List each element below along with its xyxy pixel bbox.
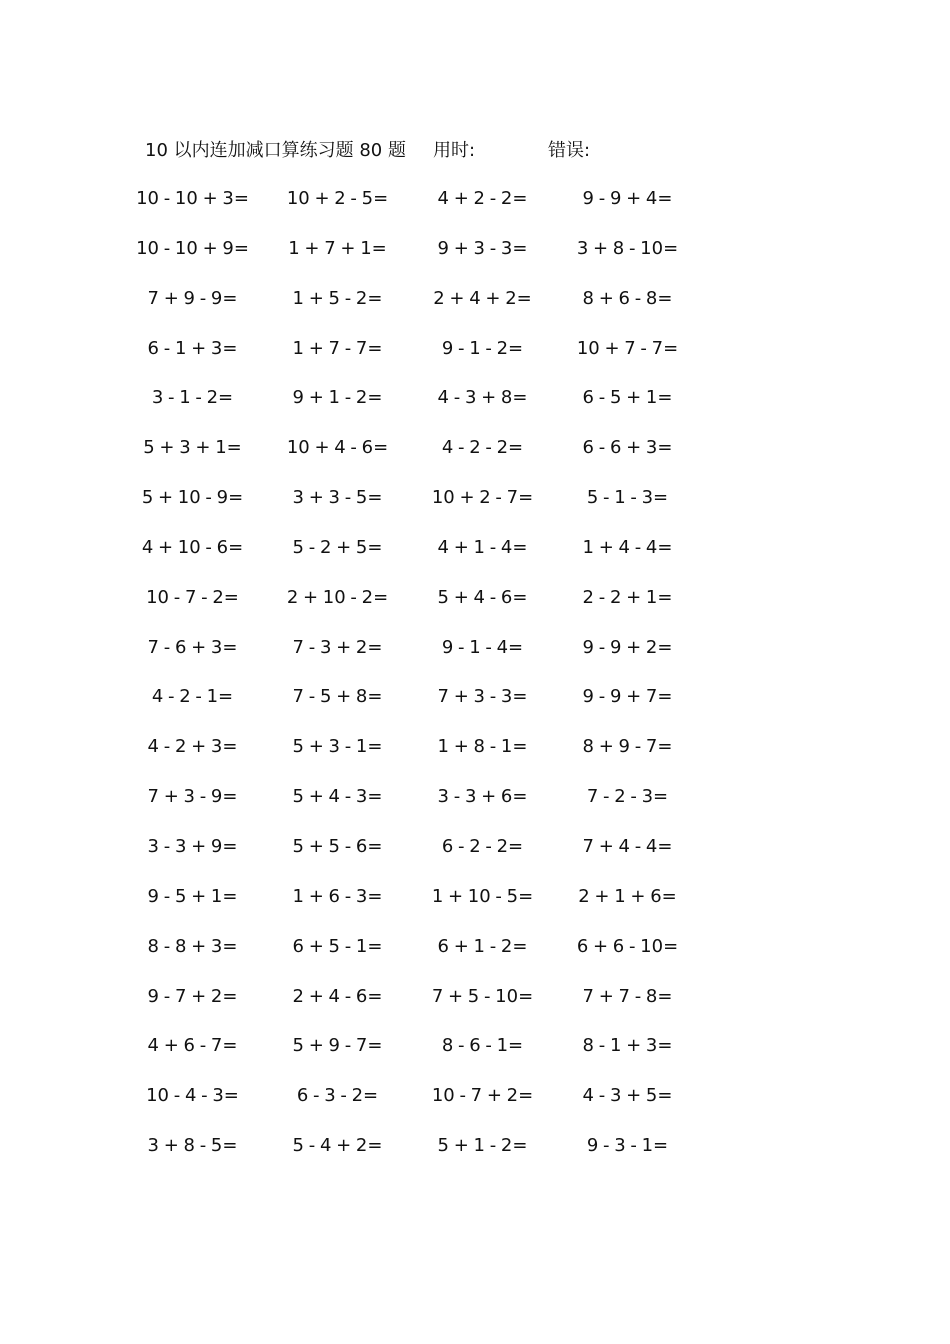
problem-item: 10 - 7 + 2= <box>431 1085 534 1107</box>
problem-item: 9 - 3 - 1= <box>586 1135 669 1157</box>
problem-item: 10 - 10 + 9= <box>136 237 249 259</box>
problem-item: 7 - 3 + 2= <box>292 636 383 658</box>
problem-item: 5 - 4 + 2= <box>292 1135 383 1157</box>
problem-item: 3 + 3 - 5= <box>292 487 383 509</box>
problem-item: 5 - 2 + 5= <box>292 536 383 558</box>
problem-item: 9 + 3 - 3= <box>437 237 528 259</box>
problem-row <box>120 434 700 484</box>
problem-row <box>120 983 700 1033</box>
problem-item: 9 - 1 - 4= <box>441 636 524 658</box>
problem-row <box>120 484 700 534</box>
worksheet-title: 10 以内连加减口算练习题 80 题 <box>145 140 406 161</box>
problem-item: 4 - 3 + 8= <box>437 387 528 409</box>
problem-item: 8 - 8 + 3= <box>147 935 238 957</box>
problem-item: 7 + 7 - 8= <box>582 985 673 1007</box>
problem-row <box>120 733 700 783</box>
problem-item: 9 - 5 + 1= <box>147 885 238 907</box>
problem-row <box>120 584 700 634</box>
problem-row <box>120 1132 700 1182</box>
problem-item: 1 + 6 - 3= <box>292 885 383 907</box>
problem-item: 7 + 3 - 9= <box>147 786 238 808</box>
worksheet-header <box>145 136 665 166</box>
problem-item: 8 - 6 - 1= <box>441 1035 524 1057</box>
problem-item: 5 + 10 - 9= <box>141 487 244 509</box>
problem-item: 9 - 7 + 2= <box>147 985 238 1007</box>
problem-item: 6 + 5 - 1= <box>292 935 383 957</box>
problem-item: 9 + 1 - 2= <box>292 387 383 409</box>
problem-item: 5 + 4 - 6= <box>437 586 528 608</box>
problem-grid <box>120 185 700 1182</box>
problem-item: 7 - 2 - 3= <box>586 786 669 808</box>
problem-row <box>120 185 700 235</box>
problem-item: 1 + 8 - 1= <box>437 736 528 758</box>
problem-item: 10 + 7 - 7= <box>576 337 679 359</box>
problem-item: 4 + 1 - 4= <box>437 536 528 558</box>
problem-row <box>120 783 700 833</box>
problem-item: 9 - 9 + 2= <box>582 636 673 658</box>
problem-item: 2 + 1 + 6= <box>578 885 677 907</box>
problem-row <box>120 883 700 933</box>
problem-item: 5 + 5 - 6= <box>292 835 383 857</box>
problem-item: 8 + 6 - 8= <box>582 287 673 309</box>
problem-item: 2 + 10 - 2= <box>286 586 389 608</box>
problem-row <box>120 235 700 285</box>
problem-item: 2 - 2 + 1= <box>582 586 673 608</box>
problem-item: 4 - 2 - 1= <box>151 686 234 708</box>
problem-item: 3 - 3 + 9= <box>147 835 238 857</box>
problem-item: 10 + 2 - 7= <box>431 487 534 509</box>
problem-row <box>120 683 700 733</box>
problem-item: 4 - 2 - 2= <box>441 437 524 459</box>
problem-item: 7 - 5 + 8= <box>292 686 383 708</box>
problem-item: 6 - 3 - 2= <box>296 1085 379 1107</box>
problem-item: 4 - 3 + 5= <box>582 1085 673 1107</box>
problem-item: 10 - 7 - 2= <box>146 586 239 608</box>
problem-item: 9 - 9 + 4= <box>582 188 673 209</box>
problem-item: 7 + 9 - 9= <box>147 287 238 309</box>
problem-item: 7 + 4 - 4= <box>582 835 673 857</box>
problem-row <box>120 335 700 385</box>
problem-item: 9 - 1 - 2= <box>441 337 524 359</box>
problem-item: 10 + 4 - 6= <box>286 437 389 459</box>
problem-item: 1 + 7 + 1= <box>288 237 387 259</box>
problem-item: 3 + 8 - 10= <box>576 237 679 259</box>
problem-row <box>120 634 700 684</box>
problem-row <box>120 384 700 434</box>
problem-item: 7 - 6 + 3= <box>147 636 238 658</box>
problem-item: 8 + 9 - 7= <box>582 736 673 758</box>
problem-item: 10 - 4 - 3= <box>146 1085 239 1107</box>
problem-item: 3 + 8 - 5= <box>147 1135 238 1157</box>
problem-item: 2 + 4 + 2= <box>433 287 532 309</box>
problem-item: 4 - 2 + 3= <box>147 736 238 758</box>
problem-item: 6 + 1 - 2= <box>437 935 528 957</box>
problem-item: 5 + 4 - 3= <box>292 786 383 808</box>
problem-item: 6 + 6 - 10= <box>576 935 679 957</box>
problem-item: 1 + 4 - 4= <box>582 536 673 558</box>
problem-item: 10 - 10 + 3= <box>136 188 249 209</box>
problem-item: 3 - 1 - 2= <box>151 387 234 409</box>
problem-row <box>120 833 700 883</box>
problem-item: 6 - 2 - 2= <box>441 835 524 857</box>
problem-row <box>120 1032 700 1082</box>
problem-item: 3 - 3 + 6= <box>437 786 528 808</box>
error-count-label: 错误: <box>548 140 591 161</box>
time-used-label: 用时: <box>433 140 476 161</box>
problem-item: 2 + 4 - 6= <box>292 985 383 1007</box>
problem-row <box>120 285 700 335</box>
problem-item: 7 + 3 - 3= <box>437 686 528 708</box>
problem-item: 7 + 5 - 10= <box>431 985 534 1007</box>
problem-item: 10 + 2 - 5= <box>286 188 389 209</box>
problem-item: 4 + 10 - 6= <box>141 536 244 558</box>
problem-item: 6 - 5 + 1= <box>582 387 673 409</box>
problem-item: 5 - 1 - 3= <box>586 487 669 509</box>
problem-item: 8 - 1 + 3= <box>582 1035 673 1057</box>
problem-item: 1 + 10 - 5= <box>431 885 534 907</box>
problem-item: 5 + 3 + 1= <box>143 437 242 459</box>
problem-item: 4 + 2 - 2= <box>437 188 528 209</box>
problem-item: 6 - 6 + 3= <box>582 437 673 459</box>
problem-item: 9 - 9 + 7= <box>582 686 673 708</box>
problem-item: 4 + 6 - 7= <box>147 1035 238 1057</box>
problem-item: 1 + 5 - 2= <box>292 287 383 309</box>
problem-row <box>120 933 700 983</box>
problem-item: 6 - 1 + 3= <box>147 337 238 359</box>
problem-item: 5 + 9 - 7= <box>292 1035 383 1057</box>
problem-item: 5 + 1 - 2= <box>437 1135 528 1157</box>
problem-item: 1 + 7 - 7= <box>292 337 383 359</box>
problem-row <box>120 1082 700 1132</box>
problem-row <box>120 534 700 584</box>
problem-item: 5 + 3 - 1= <box>292 736 383 758</box>
